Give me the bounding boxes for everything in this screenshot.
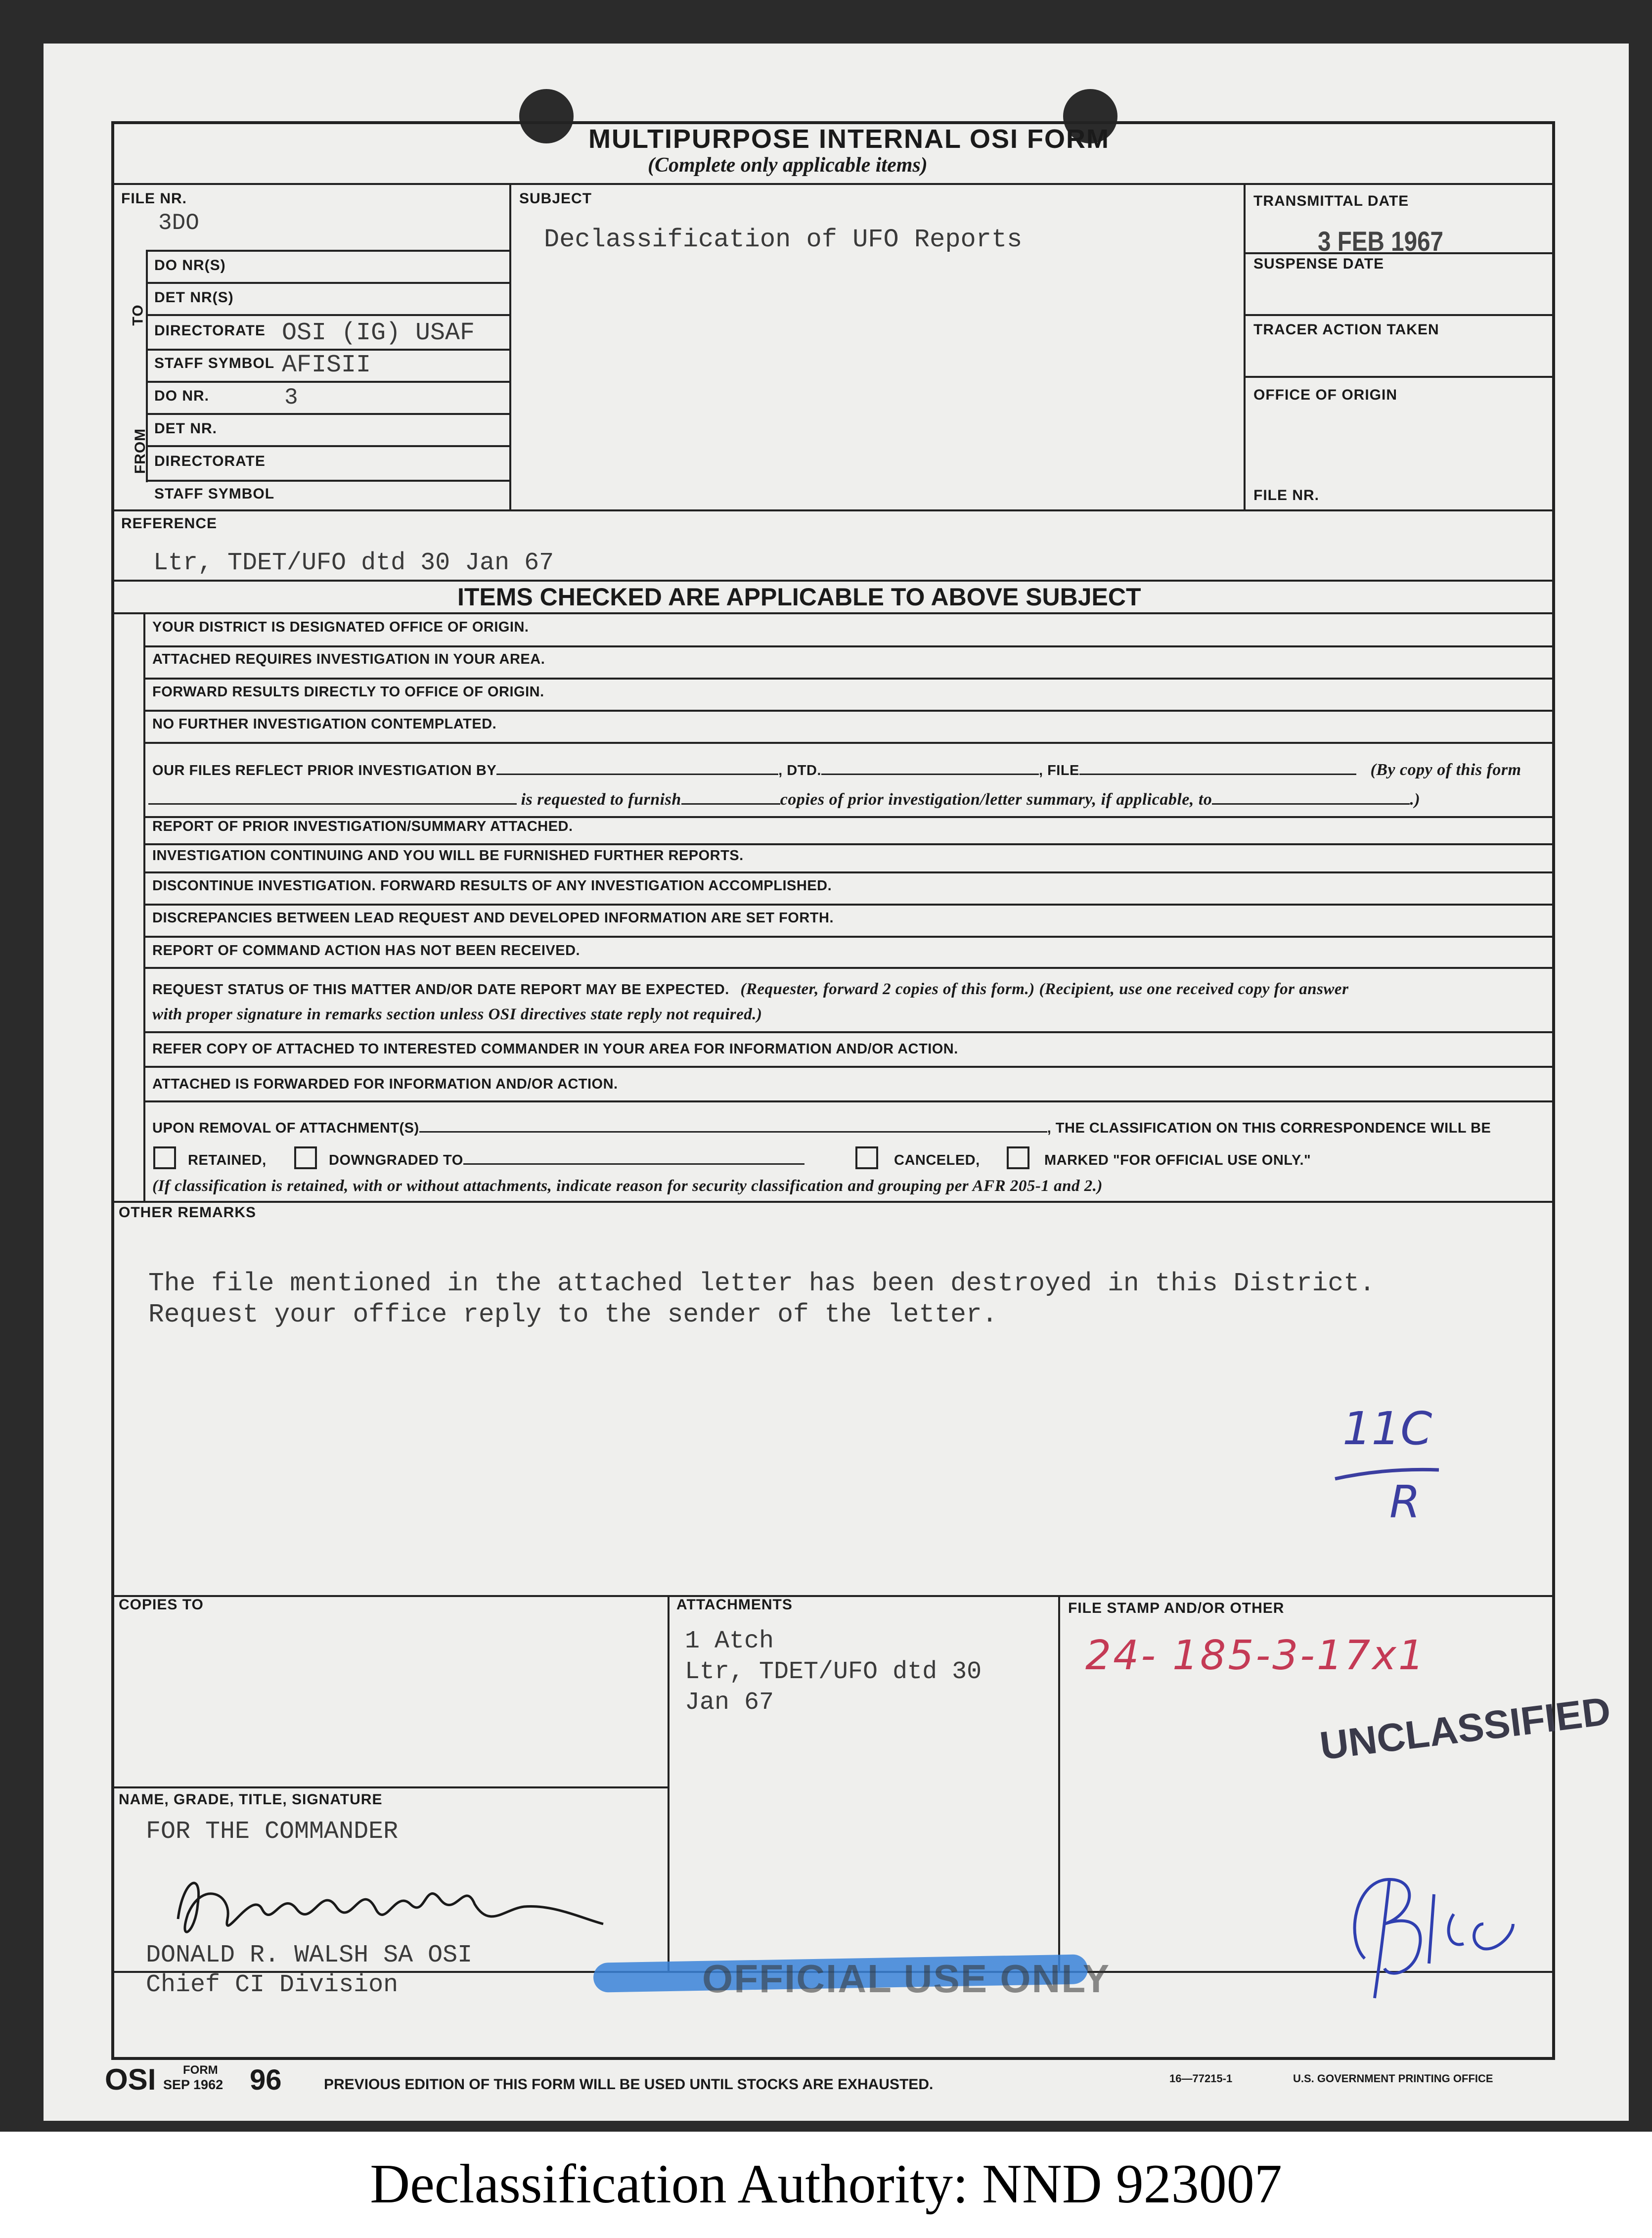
rule	[668, 1595, 670, 1971]
prior-dtd-blank[interactable]	[821, 774, 1039, 775]
rule	[1244, 183, 1246, 509]
suspense-date-label: SUSPENSE DATE	[1253, 256, 1384, 272]
to-staff-symbol-label: STAFF SYMBOL	[154, 355, 275, 371]
item-discontinue-investigation: DISCONTINUE INVESTIGATION. FORWARD RESULTS OF ANY INVESTIGATION ACCOMPLISHED.	[152, 878, 832, 894]
copies-close-text: .)	[1410, 790, 1421, 809]
rule	[146, 250, 509, 252]
downgraded-checkbox[interactable]	[294, 1146, 317, 1169]
item-refer-copy: REFER COPY OF ATTACHED TO INTERESTED COMMANDER IN YOUR AREA FOR INFORMATION AND/OR ACTION.	[152, 1041, 958, 1057]
prior-investigation-text: OUR FILES REFLECT PRIOR INVESTIGATION BY	[152, 763, 497, 778]
item-removal-of-attachments	[152, 1120, 1491, 1137]
remarks-line-1: The file mentioned in the attached letter has been destroyed in this District.	[148, 1269, 1375, 1298]
by-copy-text: (By copy of this form	[1370, 761, 1521, 779]
attachments-line-1: 1 Atch	[685, 1627, 774, 1655]
initials-signature	[1335, 1850, 1543, 2013]
rule	[146, 282, 509, 284]
item-office-of-origin: YOUR DISTRICT IS DESIGNATED OFFICE OF ORIGIN.	[152, 619, 529, 635]
item-request-status	[152, 980, 1348, 999]
reference-label: REFERENCE	[121, 515, 218, 532]
name-grade-title-label: NAME, GRADE, TITLE, SIGNATURE	[119, 1791, 383, 1808]
file-stamp-handwritten: 24- 185-3-17x1	[1085, 1632, 1426, 1679]
transmittal-date-label: TRANSMITTAL DATE	[1253, 193, 1409, 209]
attachments-line-2: Ltr, TDET/UFO dtd 30	[685, 1658, 982, 1686]
rule	[143, 871, 1555, 873]
subject-label: SUBJECT	[519, 190, 592, 207]
from-directorate-label: DIRECTORATE	[154, 453, 266, 469]
rule	[111, 183, 1555, 185]
downgraded-text: DOWNGRADED TO	[329, 1152, 463, 1168]
from-staff-symbol-label: STAFF SYMBOL	[154, 486, 275, 502]
prior-investigation-by-blank[interactable]	[496, 774, 778, 775]
rule	[146, 445, 509, 447]
rule	[143, 678, 1555, 680]
checkbox-column-rule	[143, 612, 145, 1201]
form-word: FORM	[183, 2063, 218, 2077]
remarks-line-2: Request your office reply to the sender of the letter.	[148, 1300, 998, 1329]
to-directorate-value: OSI (IG) USAF	[282, 319, 475, 347]
canceled-checkbox[interactable]	[855, 1146, 878, 1169]
handwritten-fraction-bar	[1330, 1464, 1444, 1484]
item-investigation-continuing: INVESTIGATION CONTINUING AND YOU WILL BE FURNISHED FURTHER REPORTS.	[152, 848, 744, 864]
requested-to-furnish-text: is requested to furnish	[521, 790, 681, 809]
marked-fouo-checkbox[interactable]	[1007, 1146, 1029, 1169]
item-no-further-investigation: NO FURTHER INVESTIGATION CONTEMPLATED.	[152, 716, 497, 732]
item-forwarded-info: ATTACHED IS FORWARDED FOR INFORMATION AND/OR ACTION.	[152, 1076, 618, 1092]
classification-note: (If classification is retained, with or without attachments, indicate reason for security classification and grouping per AFR 205-1 and 2.)	[152, 1177, 1103, 1195]
to-do-nr-label: DO NR(S)	[154, 257, 226, 274]
file-nr-2-label: FILE NR.	[1253, 487, 1319, 503]
form-date: SEP 1962	[163, 2077, 223, 2092]
from-do-nr-label: DO NR.	[154, 388, 209, 404]
rule	[509, 183, 511, 509]
form-number: 96	[250, 2064, 282, 2096]
rule	[1244, 314, 1555, 316]
to-label: TO	[130, 304, 146, 326]
rule	[146, 349, 509, 351]
retained-checkbox[interactable]	[153, 1146, 176, 1169]
rule	[146, 480, 509, 482]
prior-dtd-text: , DTD.	[778, 763, 821, 778]
previous-edition-notice: PREVIOUS EDITION OF THIS FORM WILL BE USED UNTIL STOCKS ARE EXHAUSTED.	[324, 2076, 934, 2093]
item-prior-investigation-line2	[148, 790, 1420, 809]
for-the-commander: FOR THE COMMANDER	[146, 1818, 399, 1846]
downgraded-blank[interactable]	[463, 1163, 804, 1165]
rule	[146, 381, 509, 383]
requested-party-blank[interactable]	[148, 803, 517, 805]
office-of-origin-label: OFFICE OF ORIGIN	[1253, 387, 1397, 403]
attachments-label: ATTACHMENTS	[676, 1597, 793, 1613]
rule	[143, 936, 1555, 938]
prior-file-blank[interactable]	[1079, 774, 1356, 775]
osi-mark: OSI	[105, 2063, 156, 2096]
removal-text: UPON REMOVAL OF ATTACHMENT(S)	[152, 1120, 419, 1136]
copies-to-blank[interactable]	[1212, 803, 1410, 805]
retained-label: RETAINED,	[188, 1152, 267, 1168]
item-report-attached: REPORT OF PRIOR INVESTIGATION/SUMMARY ATTACHED.	[152, 819, 573, 834]
to-det-nr-label: DET NR(S)	[154, 289, 234, 306]
rule	[111, 612, 1555, 614]
removal-blank[interactable]	[419, 1131, 1047, 1133]
to-directorate-label: DIRECTORATE	[154, 322, 266, 339]
rule	[1058, 1595, 1060, 1971]
rule	[143, 967, 1555, 969]
rule	[143, 1066, 1555, 1068]
request-status-text: REQUEST STATUS OF THIS MATTER AND/OR DATE REPORT MAY BE EXPECTED.	[152, 982, 729, 998]
official-use-stamp: OFFICIAL USE ONLY	[702, 1957, 1111, 2001]
item-prior-investigation	[152, 761, 1521, 779]
rule	[111, 1201, 1555, 1203]
rule	[143, 816, 1555, 818]
item-requires-investigation: ATTACHED REQUIRES INVESTIGATION IN YOUR AREA.	[152, 651, 545, 667]
reference-value: Ltr, TDET/UFO dtd 30 Jan 67	[153, 549, 554, 577]
rule	[111, 1786, 668, 1788]
signer-name: DONALD R. WALSH SA OSI	[146, 1941, 473, 1969]
signer-title: Chief CI Division	[146, 1971, 399, 1999]
rule	[143, 1031, 1555, 1033]
form-title: MULTIPURPOSE INTERNAL OSI FORM	[588, 124, 1110, 154]
rule	[146, 314, 509, 316]
subject-value: Declassification of UFO Reports	[544, 225, 1023, 254]
from-det-nr-label: DET NR.	[154, 420, 217, 437]
rule	[146, 413, 509, 415]
gpo-notice: U.S. GOVERNMENT PRINTING OFFICE	[1293, 2072, 1493, 2085]
rule	[143, 1100, 1555, 1102]
request-status-note: (Requester, forward 2 copies of this form.) (Recipient, use one received copy for answer	[740, 980, 1349, 998]
request-status-note-line2: with proper signature in remarks section unless OSI directives state reply not required.)	[152, 1005, 762, 1023]
marked-fouo-label: MARKED "FOR OFFICIAL USE ONLY."	[1044, 1152, 1311, 1168]
classification-text: , THE CLASSIFICATION ON THIS CORRESPONDENCE WILL BE	[1047, 1120, 1491, 1136]
copies-prior-text: copies of prior investigation/letter summary, if applicable, to	[780, 790, 1212, 809]
handwritten-routing-top: 11C	[1342, 1402, 1432, 1455]
transmittal-date-stamp: 3 FEB 1967	[1318, 226, 1444, 257]
rule	[111, 580, 1555, 582]
rule	[111, 509, 1555, 511]
rule	[1244, 376, 1555, 378]
item-discrepancies: DISCREPANCIES BETWEEN LEAD REQUEST AND DEVELOPED INFORMATION ARE SET FORTH.	[152, 910, 834, 926]
copies-to-label: COPIES TO	[119, 1597, 204, 1613]
rule	[143, 843, 1555, 845]
file-nr-value: 3DO	[158, 210, 199, 236]
form-subtitle: (Complete only applicable items)	[648, 154, 928, 177]
file-nr-label: FILE NR.	[121, 190, 187, 207]
prior-file-text: , FILE	[1038, 763, 1079, 778]
from-label: FROM	[132, 428, 149, 474]
rule	[143, 742, 1555, 744]
to-staff-symbol-value: AFISII	[282, 351, 371, 379]
attachments-line-3: Jan 67	[685, 1689, 774, 1717]
printing-code: 16—77215-1	[1169, 2072, 1233, 2085]
file-stamp-label: FILE STAMP AND/OR OTHER	[1068, 1600, 1285, 1616]
from-do-nr-value: 3	[284, 385, 298, 411]
unclassified-stamp: UNCLASSIFIED	[1317, 1689, 1613, 1768]
tracer-action-label: TRACER ACTION TAKEN	[1253, 321, 1439, 338]
item-command-action: REPORT OF COMMAND ACTION HAS NOT BEEN RECEIVED.	[152, 943, 580, 959]
copies-count-blank[interactable]	[681, 803, 780, 805]
item-forward-results: FORWARD RESULTS DIRECTLY TO OFFICE OF ORIGIN.	[152, 684, 544, 700]
rule	[143, 904, 1555, 906]
declassification-caption: Declassification Authority: NND 923007	[370, 2153, 1282, 2215]
rule	[143, 645, 1555, 647]
downgraded-label	[329, 1152, 804, 1169]
rule	[111, 1595, 1555, 1597]
items-heading: ITEMS CHECKED ARE APPLICABLE TO ABOVE SUBJECT	[457, 583, 1141, 611]
other-remarks-label: OTHER REMARKS	[119, 1204, 257, 1221]
canceled-label: CANCELED,	[894, 1152, 980, 1168]
rule	[143, 710, 1555, 712]
handwritten-routing-bottom: R	[1389, 1476, 1421, 1528]
